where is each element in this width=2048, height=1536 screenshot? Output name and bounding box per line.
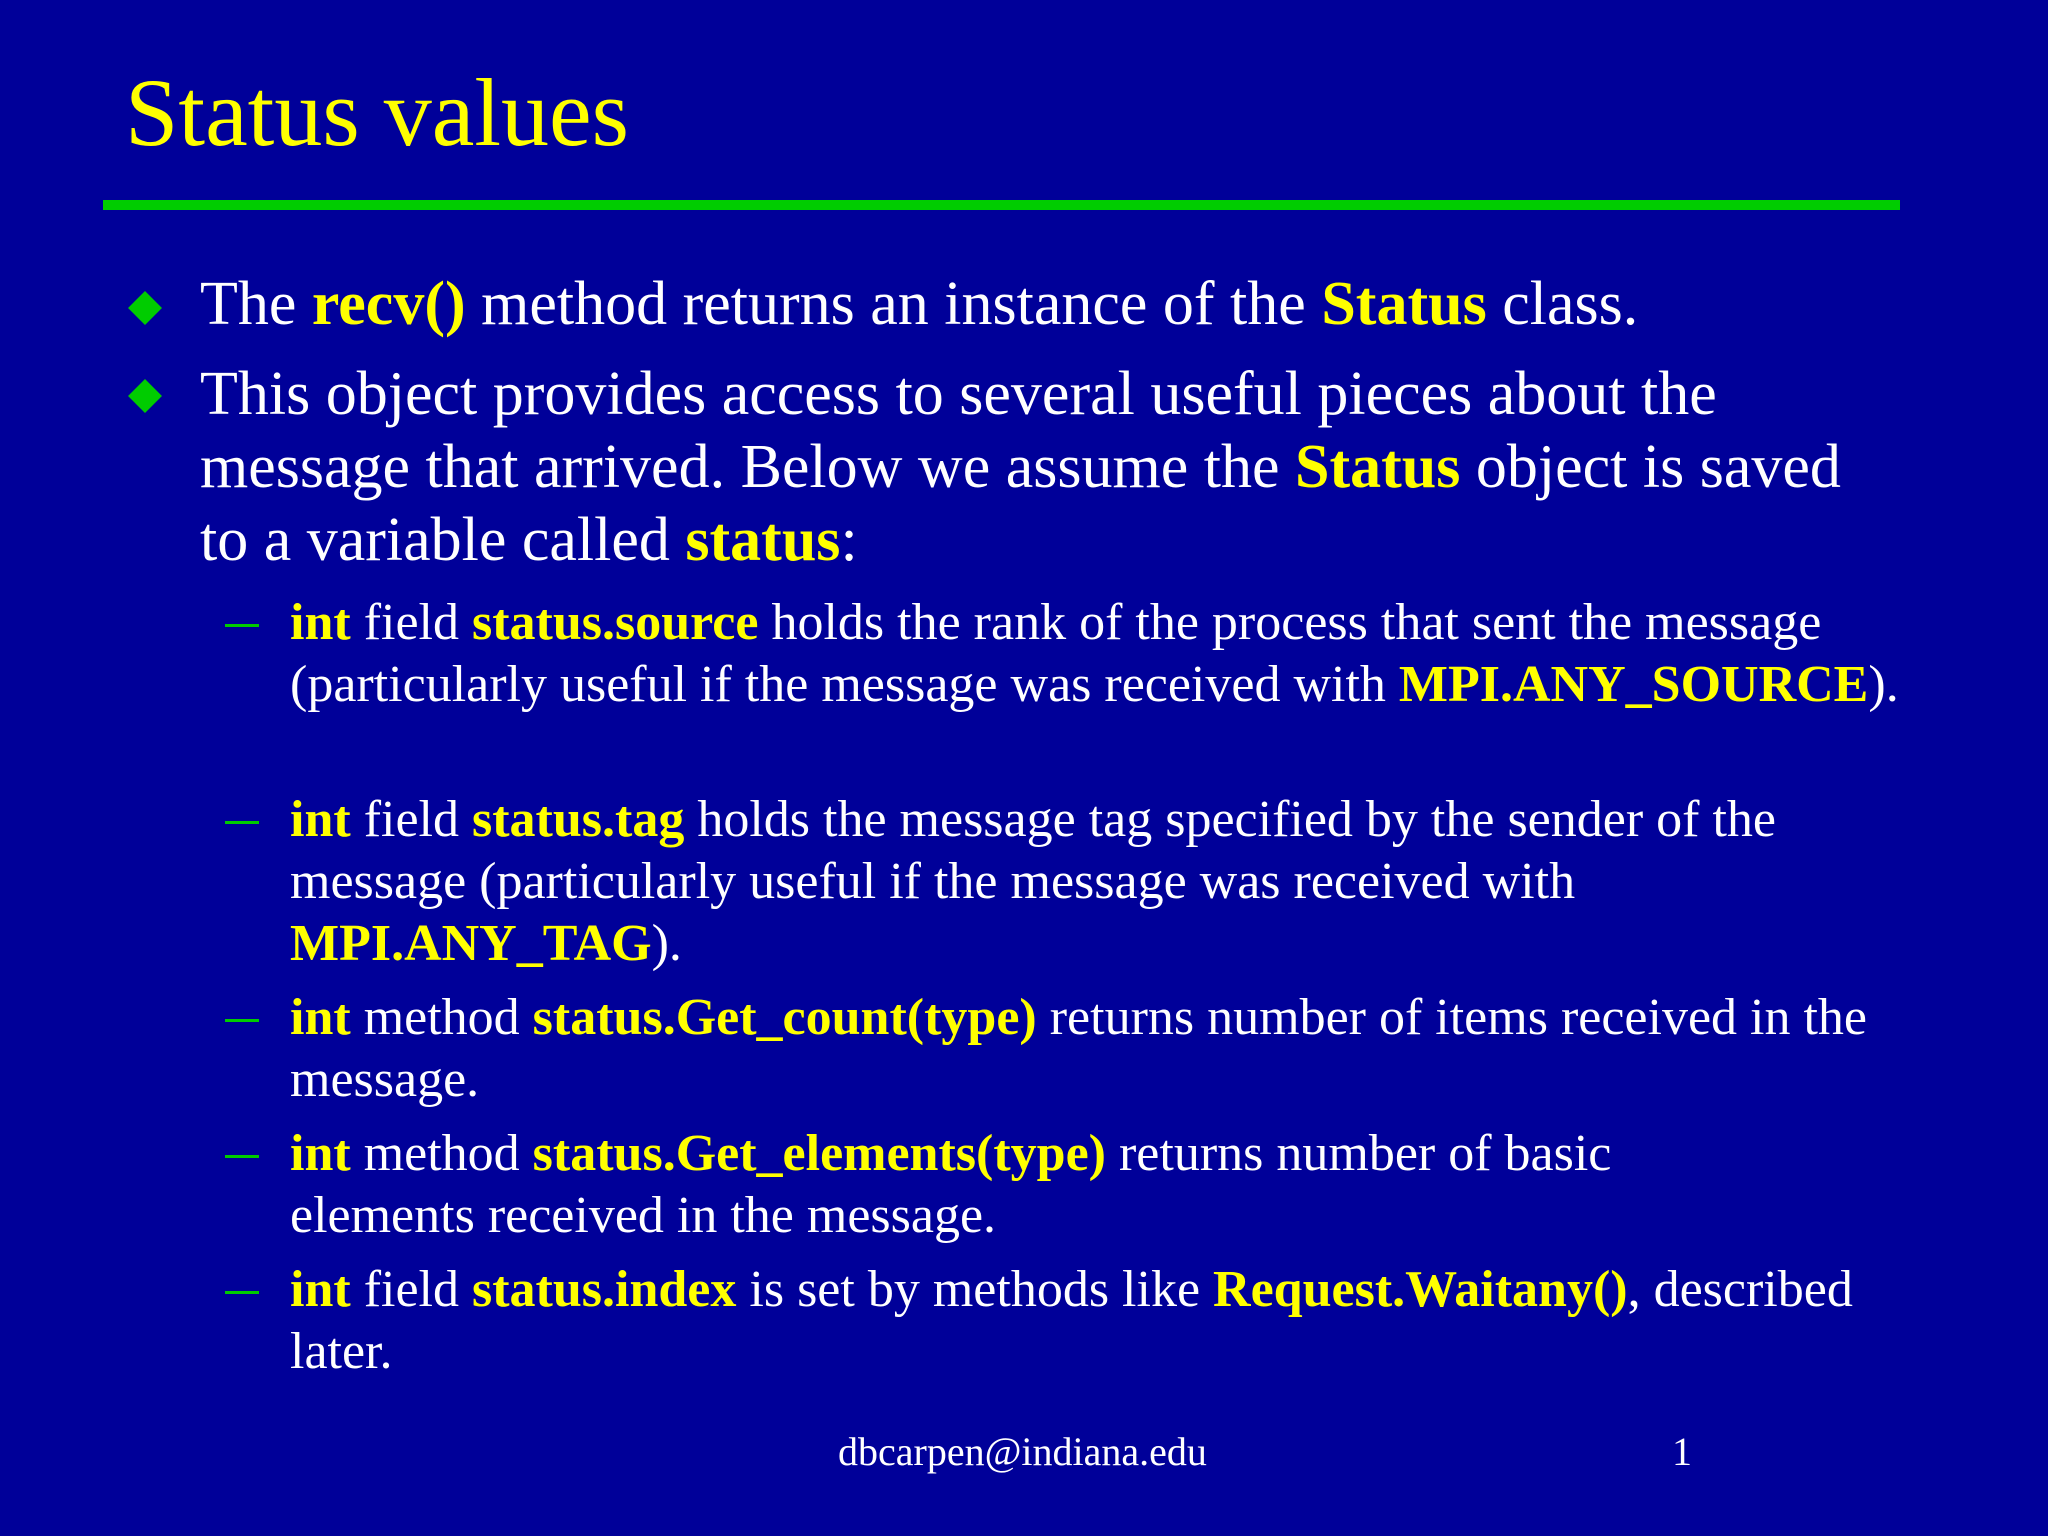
highlight-recv: recv(): [311, 270, 466, 338]
dash-bullet-icon: [225, 1155, 259, 1158]
sub-item: int method status.Get_count(type) returns number of items received in the message.: [290, 989, 1868, 1108]
footer-email: dbcarpen@indiana.edu: [838, 1429, 1207, 1474]
sub-item: int field status.tag holds the message tag specified by the sender of the message (particularly useful if the message was received with MPI.ANY_TAG).: [290, 791, 1776, 972]
highlight-status-variable: status: [685, 506, 841, 574]
title-divider: [103, 200, 1900, 210]
sub-item: int method status.Get_elements(type) returns number of basic elements received in the message.: [290, 1125, 1612, 1244]
bullet-item: The recv() method returns an instance of the Status class.: [200, 270, 1639, 338]
dash-bullet-icon: [225, 1019, 259, 1022]
page-number: 1: [1672, 1429, 1692, 1474]
slide-title: Status values: [125, 59, 629, 166]
sub-item: int field status.index is set by methods like Request.Waitany(), described later.: [290, 1261, 1853, 1380]
bullet-item: This object provides access to several useful pieces about the message that arrived. Below we assume the Status object is saved to a variable called status:: [200, 360, 1841, 574]
diamond-bullet-icon: [128, 291, 162, 325]
diamond-bullet-icon: [128, 379, 162, 413]
dash-bullet-icon: [225, 624, 259, 627]
sub-item: int field status.source holds the rank of the process that sent the message (particularly useful if the message was received with MPI.ANY_SOURCE).: [290, 594, 1899, 713]
highlight-status-class: Status: [1295, 433, 1461, 501]
dash-bullet-icon: [225, 1291, 259, 1294]
dash-bullet-icon: [225, 821, 259, 824]
highlight-status-class: Status: [1321, 270, 1487, 338]
